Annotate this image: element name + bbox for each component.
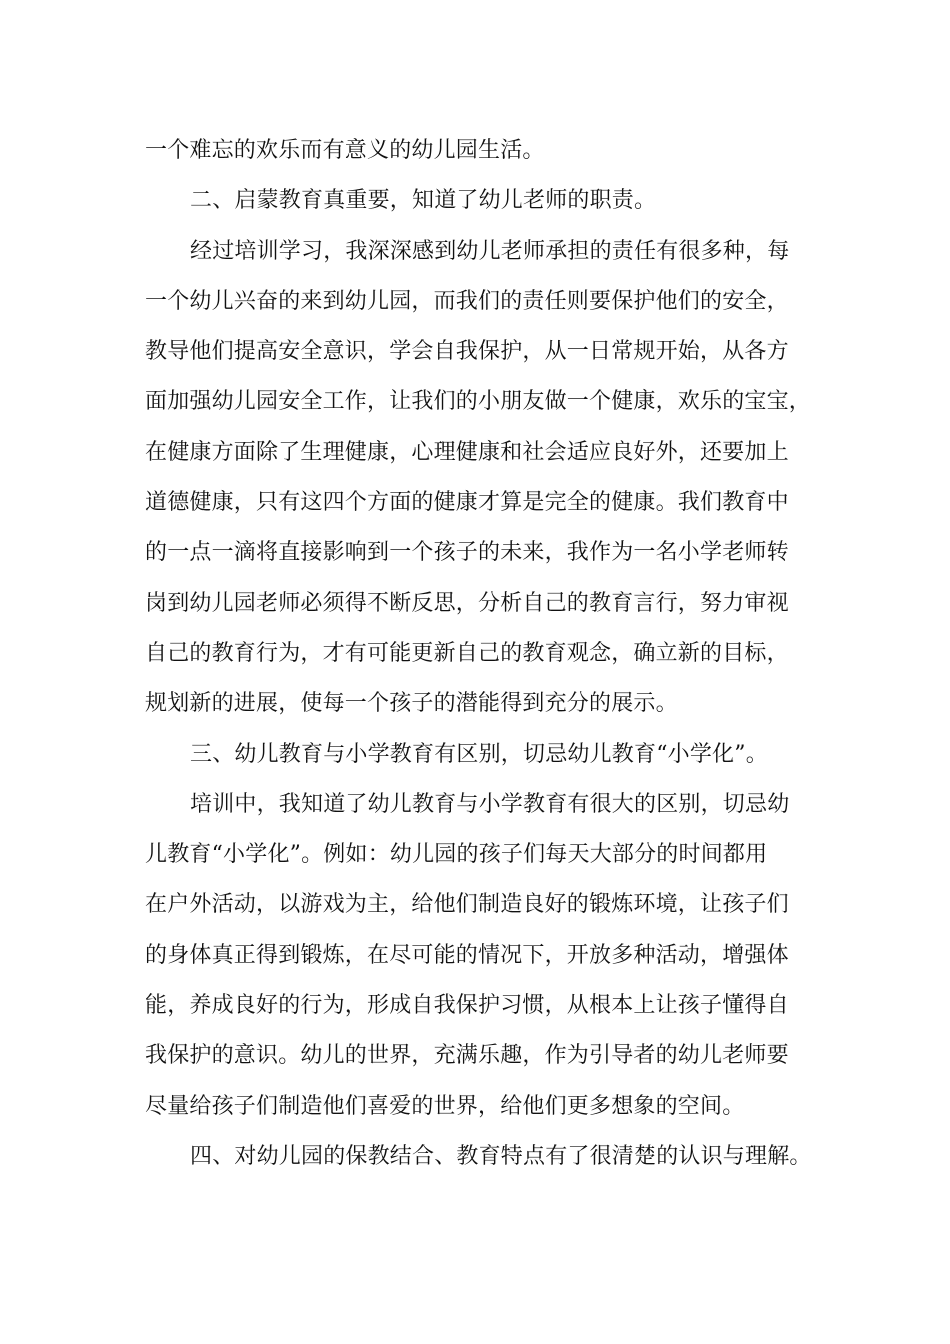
text-line: 经过培训学习，我深深感到幼儿老师承担的责任有很多种，每 [190,238,790,264]
text-line: 我保护的意识。幼儿的世界，充满乐趣，作为引导者的幼儿老师要 [145,1043,789,1069]
text-line: 的身体真正得到锻炼，在尽可能的情况下，开放多种活动，增强体 [145,942,789,968]
text-line: 岗到幼儿园老师必须得不断反思，分析自己的教育言行，努力审视 [145,590,789,616]
body-text [145,126,825,1182]
section-heading: 四、对幼儿园的保教结合、教育特点有了很清楚的认识与理解。 [190,1143,812,1169]
text-line: 在户外活动，以游戏为主，给他们制造良好的锻炼环境，让孩子们 [145,892,789,918]
text-line: 教导他们提高安全意识，学会自我保护，从一日常规开始，从各方 [145,339,789,365]
text-line: 规划新的进展，使每一个孩子的潜能得到充分的展示。 [145,691,678,717]
text-line: 培训中，我知道了幼儿教育与小学教育有很大的区别，切忌幼 [190,791,790,817]
text-line: 儿教育“小学化”。例如：幼儿园的孩子们每天大部分的时间都用 [145,842,768,868]
section-heading: 二、启蒙教育真重要，知道了幼儿老师的职责。 [190,188,657,214]
text-line: 面加强幼儿园安全工作，让我们的小朋友做一个健康，欢乐的宝宝， [145,389,812,415]
text-line: 一个难忘的欢乐而有意义的幼儿园生活。 [145,138,545,163]
text-line: 能，养成良好的行为，形成自我保护习惯，从根本上让孩子懂得自 [145,993,789,1019]
text-line: 自己的教育行为，才有可能更新自己的教育观念，确立新的目标， [145,640,789,666]
text-line: 尽量给孩子们制造他们喜爱的世界，给他们更多想象的空间。 [145,1093,745,1119]
section-heading: 三、幼儿教育与小学教育有区别，切忌幼儿教育“小学化”。 [190,741,768,767]
text-line: 道德健康，只有这四个方面的健康才算是完全的健康。我们教育中 [145,490,789,516]
text-line: 在健康方面除了生理健康，心理健康和社会适应良好外，还要加上 [145,439,789,465]
text-line: 的一点一滴将直接影响到一个孩子的未来，我作为一名小学老师转 [145,540,789,566]
text-line: 一个幼儿兴奋的来到幼儿园，而我们的责任则要保护他们的安全， [145,288,789,314]
